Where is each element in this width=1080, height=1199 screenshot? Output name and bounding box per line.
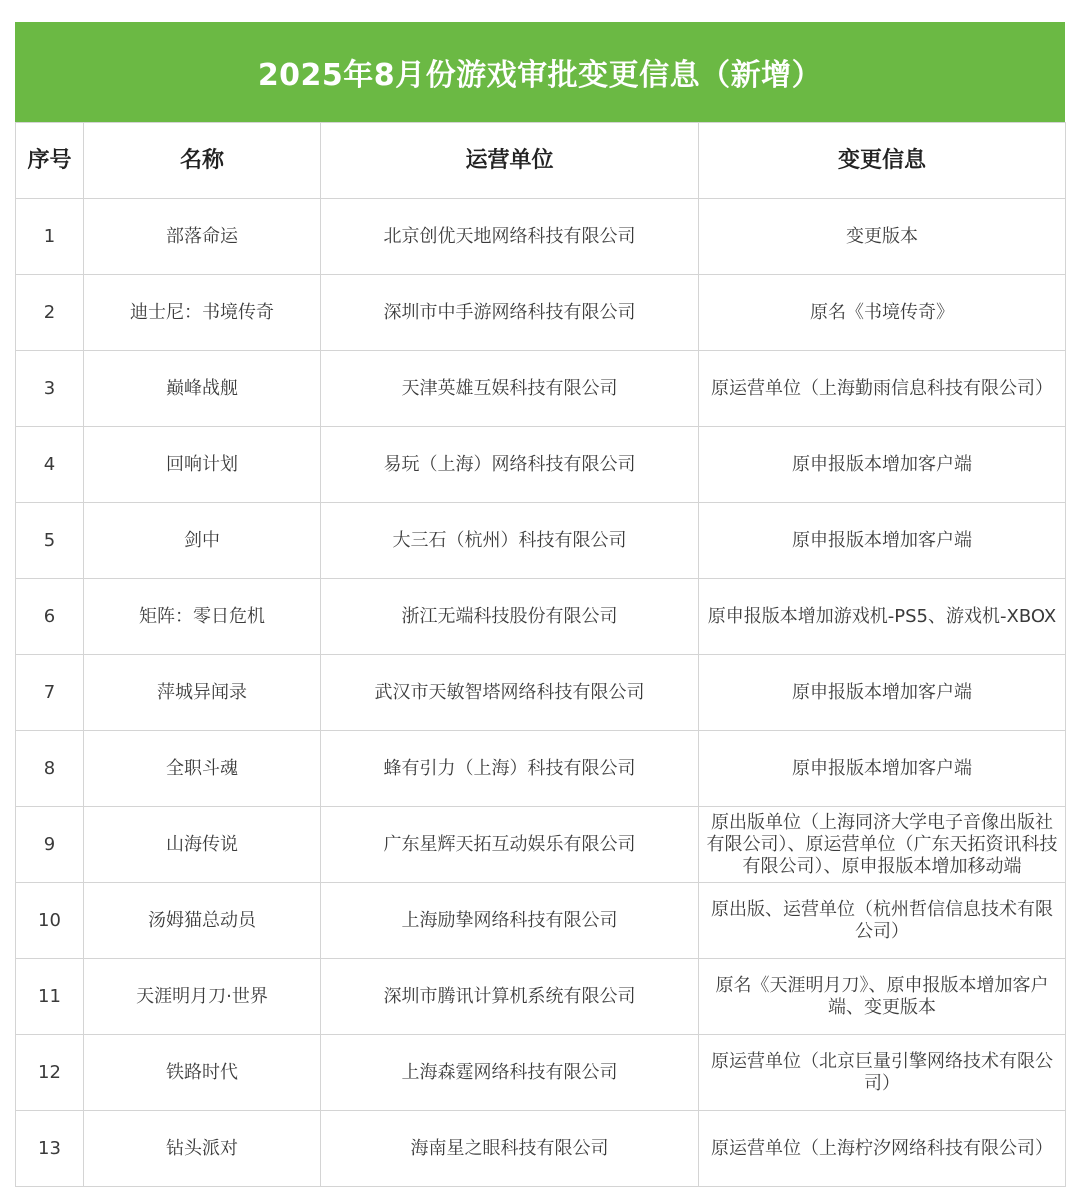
operator-name: 北京创优天地网络科技有限公司 [321, 199, 699, 275]
game-name: 铁路时代 [84, 1035, 321, 1111]
change-info: 原出版、运营单位（杭州哲信信息技术有限公司） [699, 883, 1066, 959]
operator-name: 浙江无端科技股份有限公司 [321, 579, 699, 655]
table-row [16, 199, 1066, 275]
game-name: 钻头派对 [84, 1111, 321, 1187]
table-row [16, 579, 1066, 655]
table-row [16, 959, 1066, 1035]
page-title: 2025年8月份游戏审批变更信息（新增） [15, 22, 1065, 122]
operator-name: 广东星辉天拓互动娱乐有限公司 [321, 807, 699, 883]
game-name: 全职斗魂 [84, 731, 321, 807]
row-index: 4 [16, 427, 84, 503]
table-row [16, 351, 1066, 427]
row-index: 10 [16, 883, 84, 959]
change-info: 原申报版本增加游戏机-PS5、游戏机-XBOX [699, 579, 1066, 655]
table-row [16, 731, 1066, 807]
operator-name: 上海森霆网络科技有限公司 [321, 1035, 699, 1111]
operator-name: 上海励挚网络科技有限公司 [321, 883, 699, 959]
row-index: 6 [16, 579, 84, 655]
game-name: 萍城异闻录 [84, 655, 321, 731]
header-name: 名称 [84, 123, 321, 199]
operator-name: 海南星之眼科技有限公司 [321, 1111, 699, 1187]
change-info: 原申报版本增加客户端 [699, 731, 1066, 807]
row-index: 8 [16, 731, 84, 807]
game-name: 回响计划 [84, 427, 321, 503]
row-index: 7 [16, 655, 84, 731]
table-row [16, 807, 1066, 883]
table-row [16, 275, 1066, 351]
row-index: 12 [16, 1035, 84, 1111]
game-name: 山海传说 [84, 807, 321, 883]
table-row [16, 503, 1066, 579]
operator-name: 武汉市天敏智塔网络科技有限公司 [321, 655, 699, 731]
row-index: 2 [16, 275, 84, 351]
approval-sheet [15, 22, 1065, 1187]
operator-name: 深圳市腾讯计算机系统有限公司 [321, 959, 699, 1035]
row-index: 13 [16, 1111, 84, 1187]
change-info: 原申报版本增加客户端 [699, 427, 1066, 503]
change-info: 原申报版本增加客户端 [699, 655, 1066, 731]
row-index: 3 [16, 351, 84, 427]
game-name: 天涯明月刀·世界 [84, 959, 321, 1035]
change-info: 原运营单位（上海勤雨信息科技有限公司） [699, 351, 1066, 427]
change-info: 变更版本 [699, 199, 1066, 275]
operator-name: 易玩（上海）网络科技有限公司 [321, 427, 699, 503]
row-index: 11 [16, 959, 84, 1035]
change-info: 原名《天涯明月刀》、原申报版本增加客户端、变更版本 [699, 959, 1066, 1035]
table-row [16, 1111, 1066, 1187]
row-index: 5 [16, 503, 84, 579]
table-row [16, 427, 1066, 503]
operator-name: 大三石（杭州）科技有限公司 [321, 503, 699, 579]
table-body [16, 199, 1066, 1187]
game-name: 巅峰战舰 [84, 351, 321, 427]
change-info: 原名《书境传奇》 [699, 275, 1066, 351]
header-change-info: 变更信息 [699, 123, 1066, 199]
game-name: 矩阵：零日危机 [84, 579, 321, 655]
row-index: 1 [16, 199, 84, 275]
header-operator: 运营单位 [321, 123, 699, 199]
change-info: 原申报版本增加客户端 [699, 503, 1066, 579]
table-row [16, 883, 1066, 959]
change-info: 原运营单位（北京巨量引擎网络技术有限公司） [699, 1035, 1066, 1111]
change-info: 原出版单位（上海同济大学电子音像出版社有限公司）、原运营单位（广东天拓资讯科技有限公司）、原申报版本增加移动端 [699, 807, 1066, 883]
operator-name: 蜂有引力（上海）科技有限公司 [321, 731, 699, 807]
game-name: 迪士尼：书境传奇 [84, 275, 321, 351]
operator-name: 深圳市中手游网络科技有限公司 [321, 275, 699, 351]
operator-name: 天津英雄互娱科技有限公司 [321, 351, 699, 427]
change-info: 原运营单位（上海柠汐网络科技有限公司） [699, 1111, 1066, 1187]
game-name: 部落命运 [84, 199, 321, 275]
approval-table [15, 122, 1066, 1187]
row-index: 9 [16, 807, 84, 883]
table-row [16, 655, 1066, 731]
game-name: 汤姆猫总动员 [84, 883, 321, 959]
game-name: 剑中 [84, 503, 321, 579]
table-header-row [16, 123, 1066, 199]
header-index: 序号 [16, 123, 84, 199]
table-row [16, 1035, 1066, 1111]
